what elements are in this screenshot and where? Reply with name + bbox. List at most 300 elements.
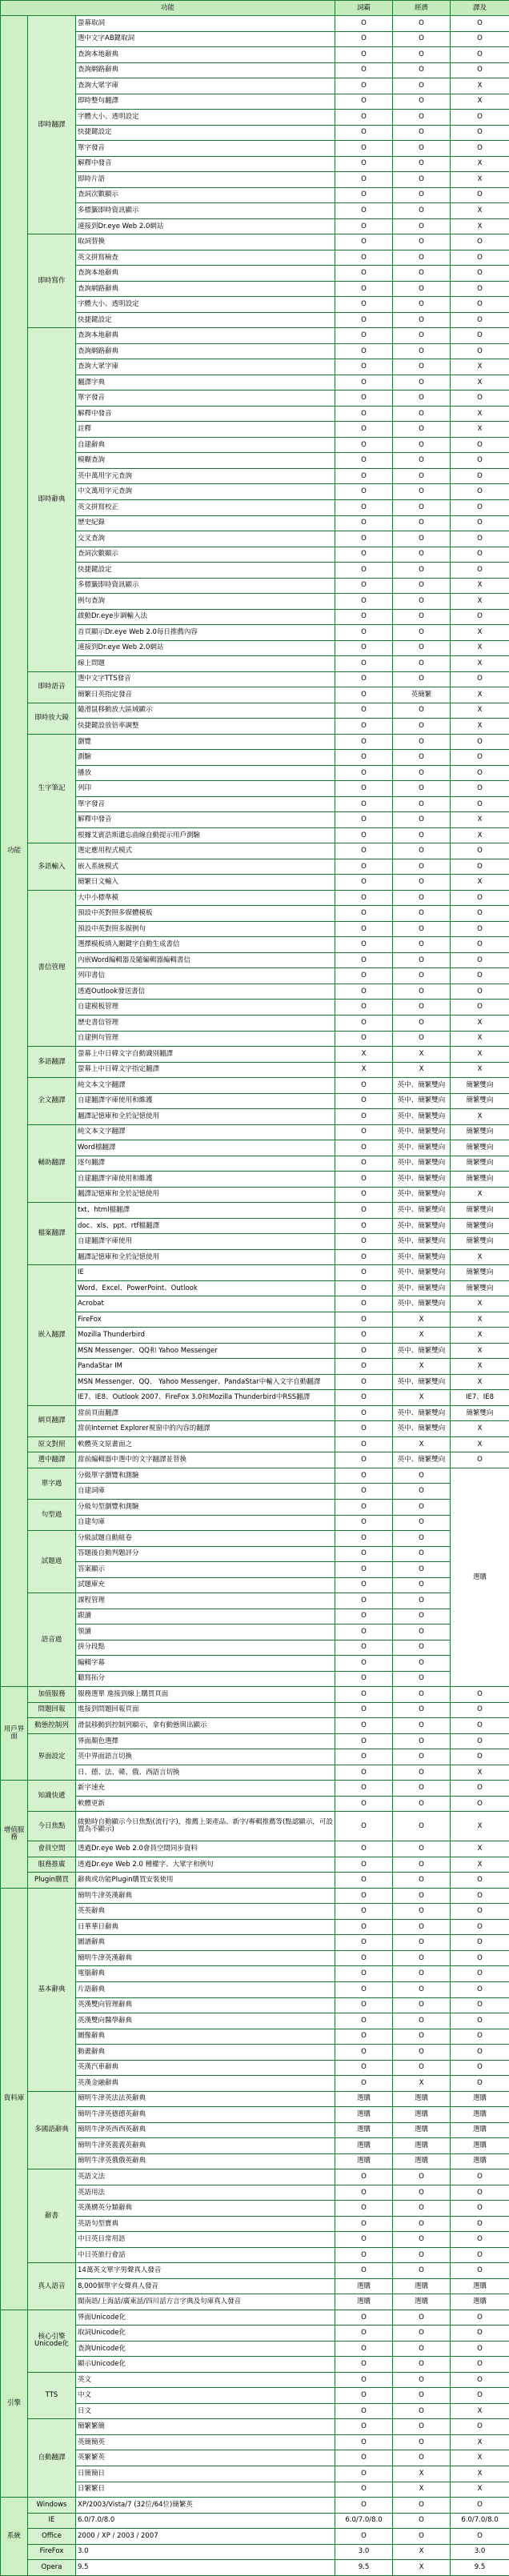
feature-cell: 查詢本地辭典: [76, 266, 335, 282]
mark-cell: O: [451, 890, 509, 906]
mark-cell: X: [451, 375, 509, 391]
feature-cell: 選擇模板填入關鍵字自動生成書信: [76, 937, 335, 953]
mark-cell: O: [451, 1888, 509, 1904]
mark-cell: O: [451, 499, 509, 515]
mark-cell: O: [335, 2388, 393, 2404]
table-row: [1, 1702, 509, 1718]
table-row: [1, 2482, 509, 2498]
mark-cell: O: [335, 1000, 393, 1016]
table-row: [1, 1857, 509, 1873]
mark-cell: O: [393, 437, 451, 453]
mark-cell: 選購: [335, 2278, 393, 2294]
category-cell: 引擎: [1, 2310, 28, 2497]
mark-cell: O: [393, 2029, 451, 2045]
mark-cell: O: [335, 2232, 393, 2248]
mark-cell: O: [393, 843, 451, 859]
table-row: [1, 1873, 509, 1889]
mark-cell: 簡繁雙向: [451, 1265, 509, 1281]
table-row: [1, 2076, 509, 2092]
mark-cell: O: [335, 1765, 393, 1781]
mark-cell: X: [451, 2466, 509, 2482]
mark-cell: O: [335, 343, 393, 359]
mark-cell: O: [393, 2013, 451, 2029]
mark-cell: X: [451, 875, 509, 891]
mark-cell: X: [451, 1016, 509, 1032]
table-row: [1, 1562, 509, 1578]
subcategory-cell: Office: [28, 2529, 76, 2545]
table-row: [1, 640, 509, 656]
table-row: [1, 499, 509, 515]
mark-cell: O: [335, 1203, 393, 1219]
mark-cell: X: [451, 1343, 509, 1359]
subcategory-cell: 自動翻譯: [28, 2419, 76, 2498]
mark-cell: 英中、簡繁雙向: [393, 1156, 451, 1172]
mark-cell: O: [335, 2013, 393, 2029]
mark-cell: O: [335, 94, 393, 110]
mark-cell: O: [335, 625, 393, 641]
subcategory-cell: 加值服務: [28, 1687, 76, 1703]
table-row: [1, 671, 509, 687]
subcategory-cell: Windows: [28, 2498, 76, 2514]
mark-cell: O: [393, 234, 451, 250]
mark-cell: O: [393, 1577, 451, 1593]
table-row: [1, 1016, 509, 1032]
mark-cell: X: [335, 1047, 393, 1063]
table-row: [1, 234, 509, 250]
mark-cell: O: [393, 719, 451, 735]
table-row: [1, 1109, 509, 1125]
table-row: [1, 2122, 509, 2138]
table-row: [1, 1203, 509, 1219]
mark-cell: O: [393, 1781, 451, 1797]
mark-cell: O: [393, 1733, 451, 1749]
table-row: [1, 656, 509, 672]
table-row: [1, 2388, 509, 2404]
mark-cell: O: [451, 843, 509, 859]
mark-cell: O: [393, 1857, 451, 1873]
mark-cell: O: [393, 1997, 451, 2013]
feature-cell: 簡繁日文輸入: [76, 875, 335, 891]
mark-cell: O: [335, 2326, 393, 2342]
feature-cell: 查詢本地辭典: [76, 47, 335, 63]
subcategory-cell: 書信管理: [28, 890, 76, 1046]
mark-cell: X: [451, 2403, 509, 2419]
subcategory-cell: 試題過: [28, 1531, 76, 1593]
table-row: [1, 906, 509, 922]
table-row: [1, 1218, 509, 1234]
table-row: [1, 1156, 509, 1172]
table-row: [1, 1124, 509, 1140]
mark-cell: 英中、簡繁雙向: [393, 1343, 451, 1359]
mark-cell: O: [335, 1640, 393, 1656]
mark-cell: O: [451, 391, 509, 407]
mark-cell: O: [451, 2013, 509, 2029]
mark-cell: O: [393, 2513, 451, 2529]
feature-cell: 翻譯記憶庫和全於記憶使用: [76, 1249, 335, 1265]
mark-cell: O: [335, 687, 393, 703]
mark-cell: O: [335, 1671, 393, 1687]
table-row: [1, 1280, 509, 1296]
mark-cell: O: [451, 1904, 509, 1920]
table-row: [1, 1062, 509, 1078]
mark-cell: O: [393, 1000, 451, 1016]
table-row: [1, 2138, 509, 2154]
table-row: [1, 1047, 509, 1063]
mark-cell: O: [335, 1904, 393, 1920]
mark-cell: O: [335, 2169, 393, 2185]
header-col2: 經濟: [393, 1, 451, 16]
mark-cell: O: [393, 1841, 451, 1857]
mark-cell: O: [335, 125, 393, 141]
mark-cell: O: [335, 906, 393, 922]
mark-cell: X: [451, 827, 509, 843]
mark-cell: O: [451, 1950, 509, 1966]
feature-cell: 自建模板管理: [76, 1000, 335, 1016]
mark-cell: O: [335, 218, 393, 234]
mark-cell: O: [451, 1718, 509, 1734]
subcategory-cell: 多國語辭典: [28, 2091, 76, 2169]
mark-cell: O: [335, 578, 393, 594]
feature-cell: 日簡簡日: [76, 2466, 335, 2482]
mark-cell: O: [451, 16, 509, 32]
table-row: [1, 719, 509, 735]
mark-cell: O: [335, 422, 393, 438]
feature-cell: 翻譯記憶庫和全於記憶使用: [76, 1187, 335, 1203]
mark-cell: 簡繁雙向: [451, 1405, 509, 1421]
table-row: [1, 2201, 509, 2217]
feature-cell: 測驗: [76, 750, 335, 766]
mark-cell: O: [393, 422, 451, 438]
feature-cell: 嵌入系統模式: [76, 859, 335, 875]
mark-cell: O: [335, 1312, 393, 1328]
mark-cell: O: [451, 234, 509, 250]
table-row: [1, 1234, 509, 1250]
feature-cell: 螢幕取詞: [76, 16, 335, 32]
mark-cell: X: [451, 94, 509, 110]
mark-cell: O: [393, 578, 451, 594]
mark-cell: O: [451, 343, 509, 359]
mark-cell: O: [451, 2045, 509, 2061]
table-row: [1, 1982, 509, 1998]
feature-cell: 英語文法: [76, 2169, 335, 2185]
mark-cell: O: [451, 187, 509, 203]
mark-cell: O: [451, 2372, 509, 2388]
mark-cell: O: [451, 2216, 509, 2232]
table-row: [1, 2403, 509, 2419]
mark-cell: O: [335, 952, 393, 968]
mark-cell: O: [393, 640, 451, 656]
subcategory-cell: 問題回報: [28, 1702, 76, 1718]
mark-cell: O: [335, 250, 393, 266]
feature-cell: 註釋: [76, 422, 335, 438]
mark-cell: O: [393, 1484, 451, 1500]
mark-cell: O: [335, 515, 393, 531]
mark-cell: O: [393, 141, 451, 157]
mark-cell: O: [335, 328, 393, 344]
mark-cell: 英中、簡繁雙向: [393, 1187, 451, 1203]
mark-cell: X: [393, 1436, 451, 1452]
table-row: [1, 1841, 509, 1857]
feature-cell: 英漢金融辭典: [76, 2076, 335, 2092]
mark-cell: 簡繁雙向: [451, 1093, 509, 1109]
mark-cell: O: [451, 1781, 509, 1797]
feature-cell: 英漢雙向管理辭典: [76, 1997, 335, 2013]
table-row: [1, 297, 509, 313]
mark-cell: X: [451, 2482, 509, 2498]
mark-cell: 英中、簡繁雙向: [393, 1140, 451, 1156]
subcategory-cell: 原文對照: [28, 1436, 76, 1452]
mark-cell: O: [335, 2201, 393, 2217]
subcategory-cell: Opera: [28, 2560, 76, 2576]
feature-cell: 新字速充: [76, 1781, 335, 1797]
mark-cell: 英中、簡繁雙向: [393, 1405, 451, 1421]
mark-cell: O: [335, 1749, 393, 1765]
feature-cell: IE7、IE8、Outlook 2007、FireFox 3.0和Mozilla Thunderbird中RSS翻譯: [76, 1390, 335, 1406]
feature-cell: 軟體英文原畫面之: [76, 1436, 335, 1452]
mark-cell: 英中、簡繁雙向: [393, 1296, 451, 1312]
mark-cell: O: [335, 890, 393, 906]
feature-cell: 2000 / XP / 2003 / 2007: [76, 2529, 335, 2545]
mark-cell: O: [393, 78, 451, 94]
table-row: [1, 1374, 509, 1390]
mark-cell: O: [393, 1919, 451, 1935]
mark-cell: O: [335, 1421, 393, 1437]
table-row: [1, 1593, 509, 1609]
mark-cell: O: [335, 547, 393, 563]
category-cell: 資料庫: [1, 1888, 28, 2310]
mark-cell: O: [335, 1016, 393, 1032]
table-row: [1, 1531, 509, 1547]
feature-cell: 電腦辭典: [76, 1966, 335, 1982]
feature-cell: 英漢構英分類辭典: [76, 2201, 335, 2217]
table-row: [1, 2513, 509, 2529]
mark-cell: O: [335, 2029, 393, 2045]
feature-cell: 分級試題自動組卷: [76, 1531, 335, 1547]
mark-cell: O: [335, 2403, 393, 2419]
subcategory-cell: 檔案翻譯: [28, 1203, 76, 1265]
mark-cell: O: [451, 2201, 509, 2217]
feature-cell: 答題後自動判題評分: [76, 1546, 335, 1562]
mark-cell: O: [451, 1000, 509, 1016]
subcategory-cell: 生字筆記: [28, 734, 76, 843]
mark-cell: 英簡繁: [393, 687, 451, 703]
mark-cell: O: [393, 16, 451, 32]
mark-cell: O: [393, 547, 451, 563]
mark-cell: O: [393, 484, 451, 500]
mark-cell: 選購: [451, 2091, 509, 2107]
mark-cell: O: [393, 2201, 451, 2217]
header-feature: 功能: [1, 1, 335, 16]
mark-cell: O: [335, 750, 393, 766]
mark-cell: O: [451, 2029, 509, 2045]
mark-cell: O: [393, 2403, 451, 2419]
mark-cell: O: [335, 781, 393, 797]
feature-cell: 透過Outlook發送書信: [76, 984, 335, 1000]
table-row: [1, 1966, 509, 1982]
feature-cell: 啟動Dr.eye步調輸入法: [76, 609, 335, 625]
mark-cell: O: [393, 1718, 451, 1734]
mark-cell: O: [393, 281, 451, 297]
mark-cell: O: [451, 2169, 509, 2185]
mark-cell: O: [393, 2263, 451, 2279]
mark-cell: O: [393, 796, 451, 812]
table-row: [1, 2529, 509, 2545]
table-row: [1, 875, 509, 891]
mark-cell: X: [451, 1296, 509, 1312]
mark-cell: O: [335, 719, 393, 735]
table-row: [1, 328, 509, 344]
table-row: [1, 687, 509, 703]
mark-cell: O: [335, 921, 393, 937]
mark-cell: O: [335, 16, 393, 32]
mark-cell: O: [451, 609, 509, 625]
mark-cell: O: [393, 2310, 451, 2326]
mark-cell: O: [393, 1031, 451, 1047]
feature-cell: 取詞替換: [76, 234, 335, 250]
feature-cell: 快捷鍵設定: [76, 563, 335, 579]
mark-cell: O: [393, 359, 451, 375]
mark-cell: O: [393, 297, 451, 313]
category-cell: 系統: [1, 2498, 28, 2576]
mark-cell: 英中、簡繁雙向: [393, 1078, 451, 1094]
feature-cell: 解釋中發音: [76, 812, 335, 828]
mark-cell: O: [451, 765, 509, 781]
subcategory-cell: 即時語音: [28, 671, 76, 703]
mark-cell: 簡繁雙向: [451, 1172, 509, 1188]
table-row: [1, 2045, 509, 2061]
mark-cell: O: [335, 2263, 393, 2279]
mark-cell: O: [335, 2247, 393, 2263]
subcategory-cell: 核心引擎 Unicode化: [28, 2310, 76, 2372]
mark-cell: O: [335, 1888, 393, 1904]
mark-cell: 選購: [451, 2278, 509, 2294]
feature-cell: 英文拼寫檢查: [76, 250, 335, 266]
mark-cell: O: [335, 1577, 393, 1593]
table-row: [1, 1608, 509, 1625]
table-row: [1, 375, 509, 391]
feature-cell: 查詢Unicode化: [76, 2341, 335, 2357]
table-row: [1, 1093, 509, 1109]
mark-cell: O: [451, 62, 509, 78]
table-row: [1, 2450, 509, 2466]
feature-cell: Acrobat: [76, 1296, 335, 1312]
mark-cell: O: [393, 734, 451, 750]
mark-cell: O: [335, 406, 393, 422]
mark-cell: 選購: [393, 2091, 451, 2107]
mark-cell: O: [451, 547, 509, 563]
feature-cell: 英文拼寫校正: [76, 499, 335, 515]
table-row: [1, 1312, 509, 1328]
subcategory-cell: 網頁翻譯: [28, 1405, 76, 1436]
table-row: [1, 2466, 509, 2482]
mark-cell: O: [451, 531, 509, 547]
feature-cell: IE: [76, 1265, 335, 1281]
mark-cell: O: [335, 1172, 393, 1188]
table-row: [1, 765, 509, 781]
feature-cell: 當前Internet Explorer視窗中的內容的翻譯: [76, 1421, 335, 1437]
mark-cell: O: [451, 453, 509, 469]
feature-cell: 答案顯示: [76, 1562, 335, 1578]
subcategory-cell: 動態控制列: [28, 1718, 76, 1734]
mark-cell: O: [335, 484, 393, 500]
mark-cell: O: [335, 1919, 393, 1935]
mark-cell: O: [393, 2498, 451, 2514]
table-row: [1, 1031, 509, 1047]
table-row: [1, 2013, 509, 2029]
mark-cell: X: [451, 656, 509, 672]
mark-cell: X: [393, 1359, 451, 1375]
mark-cell: X: [451, 1374, 509, 1390]
mark-cell: O: [393, 1593, 451, 1609]
mark-cell: O: [335, 187, 393, 203]
feature-cell: 透過Dr.eye Web 2.0 種權字、大眾字和例句: [76, 1857, 335, 1873]
feature-cell: 日文: [76, 2403, 335, 2419]
table-row: [1, 1249, 509, 1265]
mark-cell: O: [393, 563, 451, 579]
mark-cell: O: [335, 1733, 393, 1749]
mark-cell: O: [335, 1608, 393, 1625]
mark-cell: O: [335, 468, 393, 484]
mark-cell: O: [451, 1935, 509, 1951]
table-row: [1, 2029, 509, 2045]
mark-cell: O: [451, 563, 509, 579]
mark-cell: 選購: [451, 2122, 509, 2138]
subcategory-cell: 會員空間: [28, 1841, 76, 1857]
mark-cell: O: [335, 1218, 393, 1234]
mark-cell: O: [335, 1656, 393, 1672]
feature-cell: 圖像辭典: [76, 2029, 335, 2045]
mark-cell: X: [451, 1841, 509, 1857]
feature-cell: PandaStar IM: [76, 1359, 335, 1375]
mark-cell: O: [393, 2060, 451, 2076]
mark-cell: O: [335, 2341, 393, 2357]
table-row: [1, 281, 509, 297]
mark-cell: O: [335, 2060, 393, 2076]
mark-cell: X: [393, 1390, 451, 1406]
mark-cell: O: [393, 499, 451, 515]
mark-cell: X: [451, 172, 509, 188]
table-row: [1, 921, 509, 937]
table-row: [1, 750, 509, 766]
mark-cell: O: [451, 734, 509, 750]
subcategory-cell: 即時翻譯: [28, 16, 76, 234]
table-row: [1, 2107, 509, 2123]
feature-cell: 首頁顯示Dr.eye Web 2.0每日推薦內容: [76, 625, 335, 641]
feature-cell: 單字發音: [76, 141, 335, 157]
table-row: [1, 1888, 509, 1904]
mark-cell: O: [335, 2045, 393, 2061]
mark-cell: X: [393, 2544, 451, 2560]
table-row: [1, 156, 509, 172]
category-cell: 增值服務: [1, 1781, 28, 1889]
feature-cell: 逐句翻譯: [76, 1156, 335, 1172]
subcategory-cell: 單字過: [28, 1468, 76, 1499]
subcategory-cell: 嵌入翻譯: [28, 1265, 76, 1406]
mark-cell: O: [393, 266, 451, 282]
table-row: [1, 2169, 509, 2185]
mark-cell: O: [393, 1873, 451, 1889]
feature-cell: 快捷鍵設放倍率調整: [76, 719, 335, 735]
mark-cell: O: [335, 1436, 393, 1452]
mark-cell: O: [393, 1562, 451, 1578]
mark-cell: O: [335, 1359, 393, 1375]
mark-cell: O: [335, 796, 393, 812]
mark-cell: O: [335, 671, 393, 687]
mark-cell: O: [451, 2247, 509, 2263]
mark-cell: O: [451, 2310, 509, 2326]
mark-cell: 選購: [451, 2107, 509, 2123]
mark-cell: O: [393, 1531, 451, 1547]
